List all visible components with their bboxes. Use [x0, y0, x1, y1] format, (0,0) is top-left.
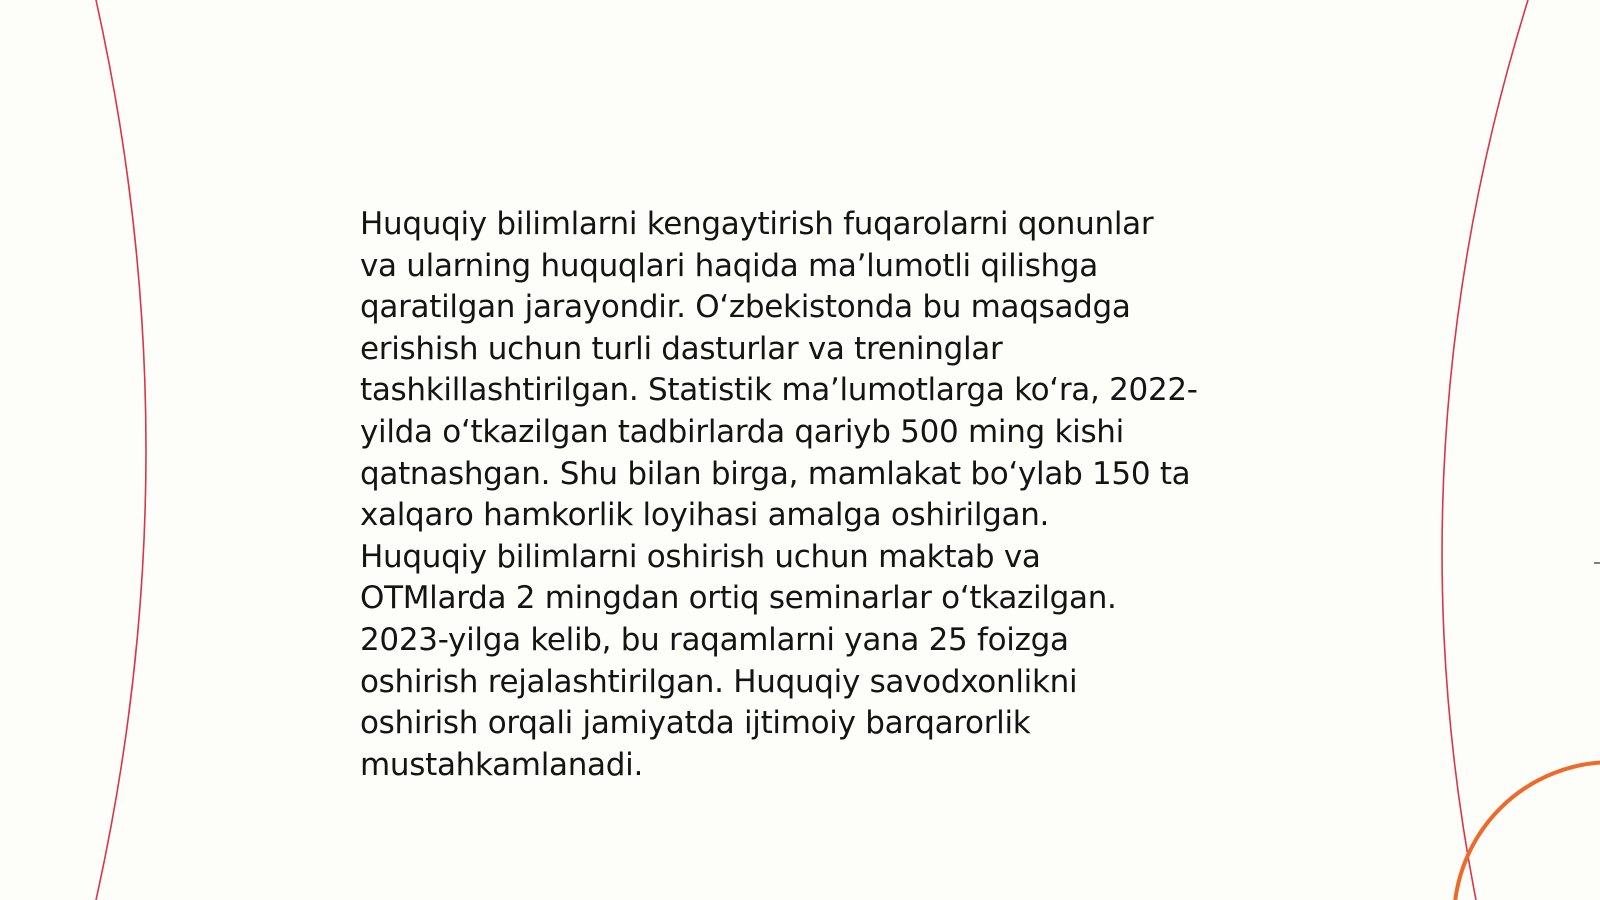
paragraph-line: yilda oʻtkazilgan tadbirlarda qariyb 500 ming kishi [360, 413, 1124, 450]
paragraph-line: qatnashgan. Shu bilan birga, mamlakat boʻylab 150 ta [360, 455, 1191, 492]
paragraph-line: oshirish rejalashtirilgan. Huquqiy savodxonlikni [360, 663, 1078, 700]
paragraph-line: xalqaro hamkorlik loyihasi amalga oshirilgan. [360, 497, 1050, 534]
paragraph-line: OTMlarda 2 mingdan ortiq seminarlar oʻtkazilgan. [360, 580, 1117, 617]
paragraph-line: 2023-yilga kelib, bu raqamlarni yana 25 foizga [360, 621, 1069, 658]
paragraph-line: Huquqiy bilimlarni kengaytirish fuqarolarni qonunlar [360, 206, 1154, 242]
body-paragraph [360, 204, 1260, 786]
left-curve-line [96, 0, 146, 900]
paragraph-line: qaratilgan jarayondir. Oʻzbekistonda bu maqsadga [360, 289, 1131, 326]
paragraph-line: oshirish orqali jamiyatda ijtimoiy barqarorlik [360, 705, 1031, 742]
paragraph-line: tashkillashtirilgan. Statistik maʼlumotlarga koʻra, 2022- [360, 372, 1198, 409]
accent-arc [1454, 762, 1600, 900]
paragraph-line: mustahkamlanadi. [360, 746, 643, 783]
right-curve-line [1442, 0, 1528, 900]
paragraph-line: erishish uchun turli dasturlar va treninglar [360, 330, 1003, 367]
paragraph-line: va ularning huquqlari haqida maʼlumotli qilishga [360, 247, 1098, 284]
paragraph-line: Huquqiy bilimlarni oshirish uchun maktab va [360, 538, 1041, 575]
